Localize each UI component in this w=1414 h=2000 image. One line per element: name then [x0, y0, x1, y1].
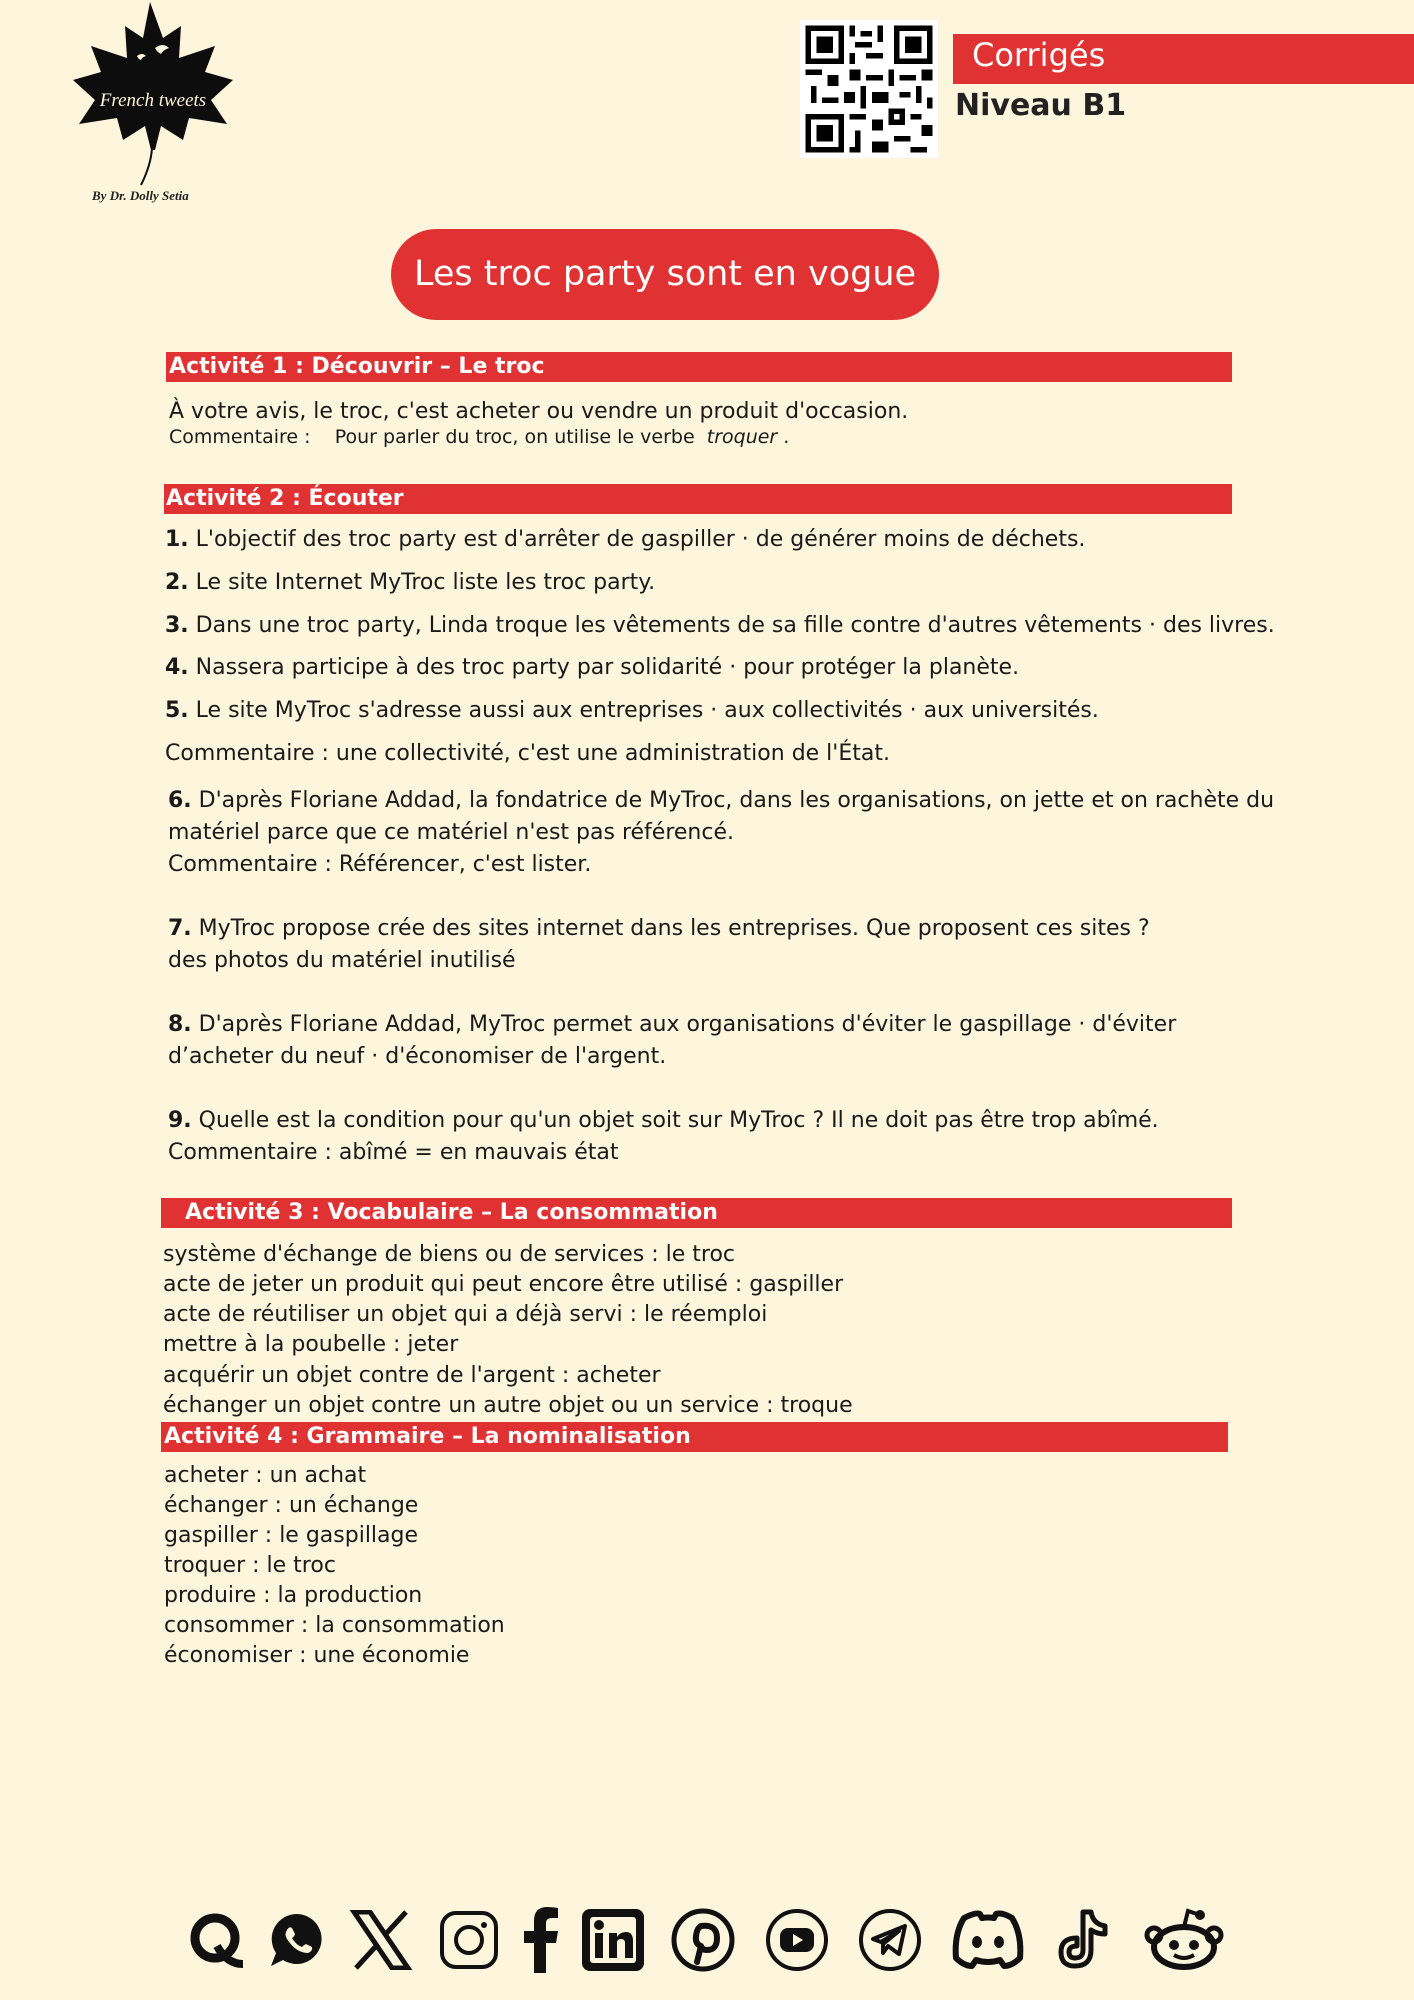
question-number: 7. — [168, 916, 192, 941]
x-icon[interactable] — [346, 1905, 416, 1975]
question-8-line2: d’acheter du neuf · d'économiser de l'argent. — [168, 1044, 667, 1069]
question-number: 3. — [165, 613, 189, 638]
comment-verb: troquer — [706, 426, 778, 448]
question-2 — [165, 568, 655, 598]
question-number: 6. — [168, 788, 192, 813]
activity1-answer: À votre avis, le troc, c'est acheter ou vendre un produit d'occasion. — [169, 399, 909, 424]
question-1 — [165, 525, 1085, 555]
maple-leaf-logo — [55, 0, 245, 190]
logo-byline: By Dr. Dolly Setia — [92, 188, 189, 203]
vocab-line: acquérir un objet contre de l'argent : acheter — [163, 1363, 661, 1388]
tiktok-icon[interactable] — [1050, 1905, 1114, 1975]
vocab-line: échanger un objet contre un autre objet ou un service : troque — [163, 1393, 853, 1418]
question-6 — [168, 786, 1274, 816]
question-8 — [168, 1010, 1176, 1040]
grammar-line: troquer : le troc — [164, 1553, 336, 1578]
question-text: Le site MyTroc s'adresse aussi aux entreprises · aux collectivités · aux universités. — [195, 698, 1099, 723]
grammar-line: échanger : un échange — [164, 1493, 419, 1518]
activity1-comment — [169, 425, 789, 449]
vocab-line: acte de jeter un produit qui peut encore être utilisé : gaspiller — [163, 1272, 844, 1297]
question-text: Dans une troc party, Linda troque les vêtements de sa fille contre d'autres vêtements · des livres. — [195, 613, 1275, 638]
vocab-line: acte de réutiliser un objet qui a déjà servi : le réemploi — [163, 1302, 768, 1327]
telegram-icon[interactable] — [855, 1905, 925, 1975]
question-number: 1. — [165, 527, 189, 552]
discord-icon[interactable] — [948, 1905, 1028, 1975]
activity3-heading: Activité 3 : Vocabulaire – La consommation — [185, 1200, 718, 1225]
activity1-heading: Activité 1 : Découvrir – Le troc — [169, 354, 545, 379]
answer-7: des photos du matériel inutilisé — [168, 948, 516, 973]
instagram-icon[interactable] — [434, 1905, 504, 1975]
reddit-icon[interactable] — [1142, 1905, 1226, 1975]
question-4 — [165, 653, 1019, 683]
question-3 — [165, 611, 1275, 641]
comment-9: Commentaire : abîmé = en mauvais état — [168, 1140, 619, 1165]
vocab-line: mettre à la poubelle : jeter — [163, 1332, 459, 1357]
corriges-label: Corrigés — [972, 36, 1106, 74]
facebook-icon[interactable] — [512, 1905, 568, 1975]
comment-end: . — [783, 426, 790, 448]
question-5 — [165, 696, 1099, 726]
comment-5: Commentaire : une collectivité, c'est une administration de l'État. — [165, 741, 890, 766]
grammar-line: économiser : une économie — [164, 1643, 470, 1668]
logo-text: French tweets — [99, 90, 207, 111]
activity4-heading: Activité 4 : Grammaire – La nominalisation — [164, 1424, 691, 1449]
pinterest-icon[interactable] — [668, 1905, 738, 1975]
question-text: D'après Floriane Addad, MyTroc permet aux organisations d'éviter le gaspillage · d'éviter — [198, 1012, 1177, 1037]
vocab-line: système d'échange de biens ou de services : le troc — [163, 1242, 736, 1267]
activity2-heading: Activité 2 : Écouter — [166, 486, 404, 511]
qr-code[interactable] — [800, 20, 938, 158]
question-text: L'objectif des troc party est d'arrêter de gaspiller · de générer moins de déchets. — [195, 527, 1086, 552]
grammar-line: produire : la production — [164, 1583, 423, 1608]
question-number: 9. — [168, 1108, 192, 1133]
question-text: Le site Internet MyTroc liste les troc party. — [195, 570, 656, 595]
question-number: 8. — [168, 1012, 192, 1037]
question-text: Quelle est la condition pour qu'un objet soit sur MyTroc ? Il ne doit pas être trop abîmé. — [198, 1108, 1159, 1133]
question-text: Nassera participe à des troc party par solidarité · pour protéger la planète. — [195, 655, 1020, 680]
question-number: 2. — [165, 570, 189, 595]
comment-6: Commentaire : Référencer, c'est lister. — [168, 852, 592, 877]
question-number: 4. — [165, 655, 189, 680]
question-7 — [168, 914, 1150, 944]
comment-text: Pour parler du troc, on utilise le verbe — [334, 426, 695, 448]
question-number: 5. — [165, 698, 189, 723]
grammar-line: acheter : un achat — [164, 1463, 367, 1488]
comment-prefix: Commentaire : — [169, 426, 311, 448]
youtube-icon[interactable] — [762, 1905, 832, 1975]
question-text: D'après Floriane Addad, la fondatrice de MyTroc, dans les organisations, on jette et on rachète du — [198, 788, 1275, 813]
quora-icon[interactable] — [182, 1905, 252, 1975]
page-title: Les troc party sont en vogue — [413, 254, 917, 294]
question-6-line2: matériel parce que ce matériel n'est pas référencé. — [168, 820, 734, 845]
grammar-line: consommer : la consommation — [164, 1613, 505, 1638]
linkedin-icon[interactable] — [578, 1905, 648, 1975]
level-label: Niveau B1 — [955, 88, 1127, 123]
question-text: MyTroc propose crée des sites internet dans les entreprises. Que proposent ces sites ? — [198, 916, 1150, 941]
question-9 — [168, 1106, 1159, 1136]
whatsapp-icon[interactable] — [262, 1905, 332, 1975]
grammar-line: gaspiller : le gaspillage — [164, 1523, 419, 1548]
